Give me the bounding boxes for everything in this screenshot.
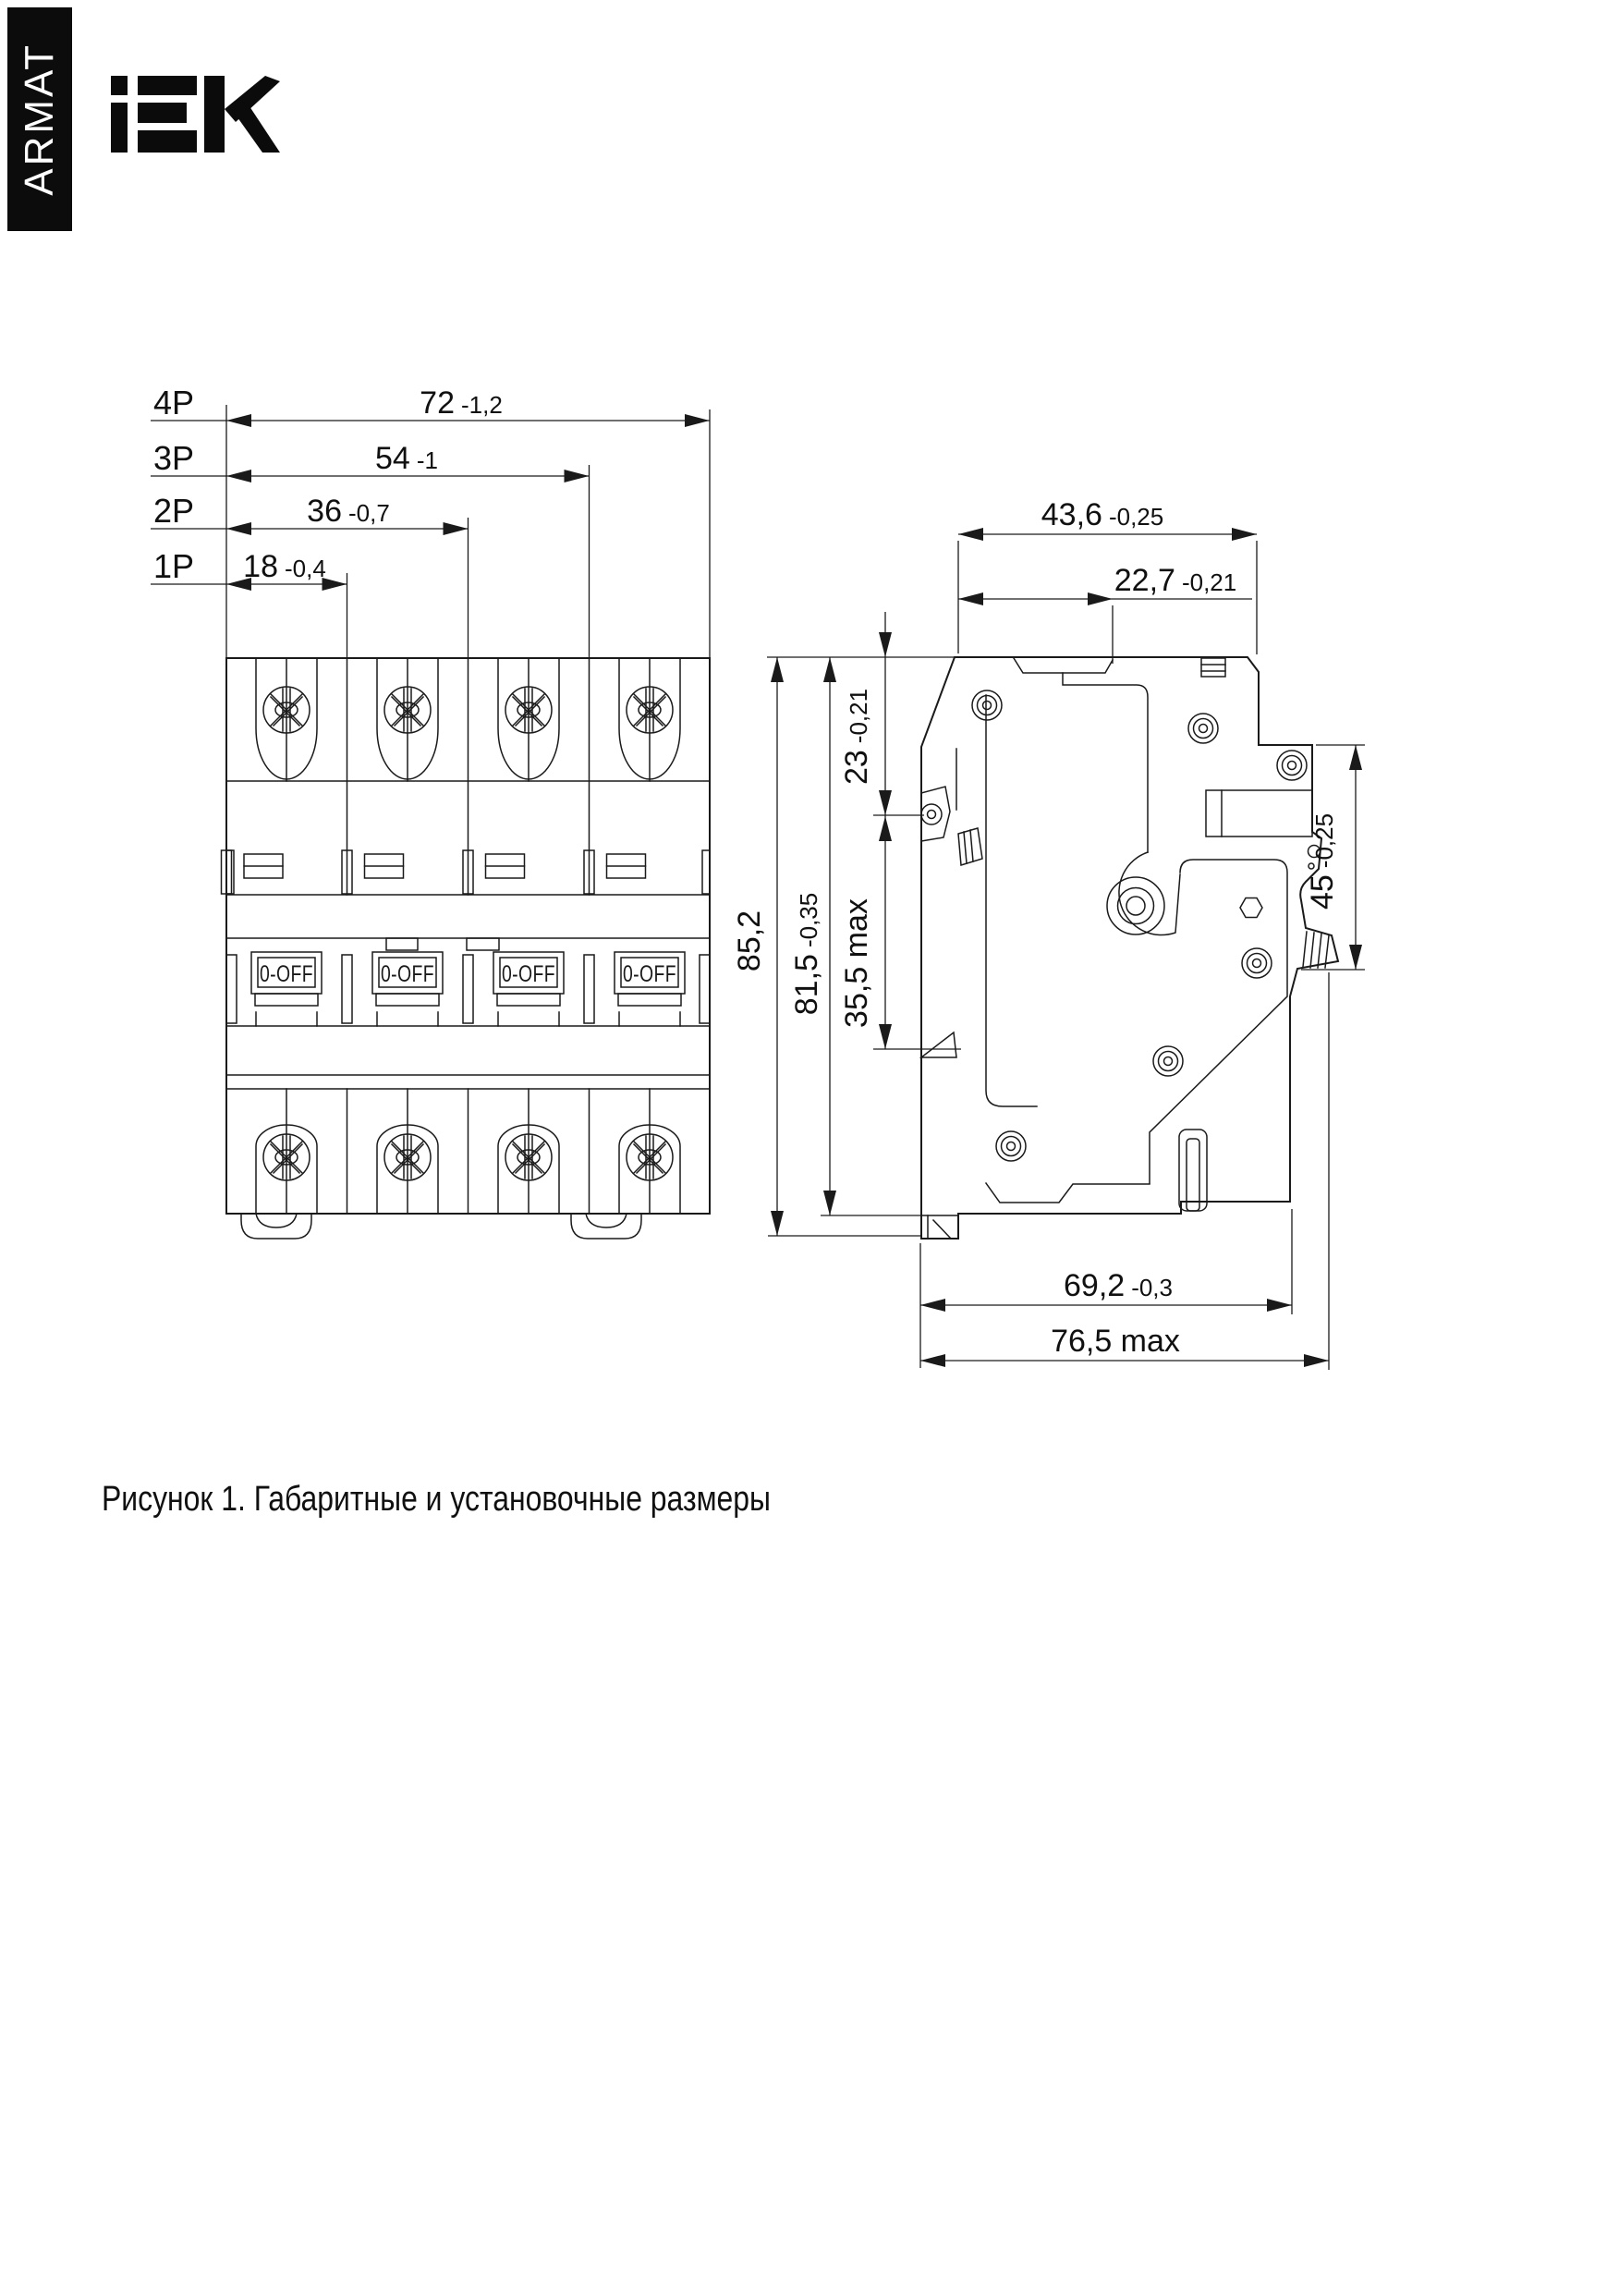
dim-recess-depth bbox=[958, 563, 1252, 664]
svg-text:81,5-0,35 bbox=[789, 893, 824, 1015]
svg-text:36-0,7 bbox=[307, 494, 390, 529]
dim-handle-depth-value: 35,5 max bbox=[839, 898, 874, 1028]
upper-tie-bar bbox=[226, 895, 710, 950]
side-view-body bbox=[921, 657, 1338, 1239]
svg-text:18-0,4 bbox=[243, 549, 326, 584]
front-view bbox=[151, 384, 710, 1239]
dim-3p-tolerance: -1 bbox=[416, 446, 438, 474]
front-view-body bbox=[222, 658, 711, 1239]
handle-label-2: 0-OFF bbox=[381, 961, 434, 987]
lower-tie-bar bbox=[226, 1026, 710, 1075]
svg-text:54-1 bbox=[375, 441, 438, 476]
armat-series-label: ARMAT bbox=[17, 43, 62, 196]
dim-2p bbox=[151, 492, 469, 535]
dim-4p-poles: 4P bbox=[153, 384, 195, 421]
dim-2p-value: 36 bbox=[307, 494, 343, 529]
dim-recess-depth-tolerance: -0,21 bbox=[1181, 568, 1237, 596]
dim-top-height-value: 23 bbox=[839, 750, 874, 786]
dim-body-height-value: 81,5 bbox=[789, 954, 824, 1016]
dim-3p bbox=[151, 439, 590, 482]
din-clip-foot bbox=[921, 1215, 958, 1239]
svg-text:45-0,25 bbox=[1305, 813, 1340, 910]
front-view-dimensions bbox=[151, 384, 710, 658]
dim-front-height bbox=[1301, 745, 1365, 970]
svg-text:23-0,21 bbox=[839, 689, 874, 785]
dim-1p-value: 18 bbox=[243, 549, 279, 584]
dim-2p-poles: 2P bbox=[153, 492, 195, 530]
dim-1p-poles: 1P bbox=[153, 547, 195, 585]
dim-top-height bbox=[839, 612, 961, 1049]
dim-1p bbox=[151, 547, 347, 591]
svg-text:43,6-0,25 bbox=[1041, 497, 1163, 532]
dim-front-height-value: 45 bbox=[1305, 874, 1340, 910]
din-lock-tab bbox=[1303, 932, 1329, 968]
side-view bbox=[732, 497, 1365, 1370]
dim-overall-height-value: 85,2 bbox=[732, 910, 767, 972]
dim-mounting-depth-value: 69,2 bbox=[1064, 1268, 1126, 1303]
dim-body-height-tolerance: -0,35 bbox=[795, 892, 822, 948]
dim-depth-top-tolerance: -0,25 bbox=[1108, 503, 1164, 531]
side-view-dimensions bbox=[732, 497, 1365, 1370]
din-rail-clips bbox=[241, 1214, 641, 1239]
dim-depth-top-value: 43,6 bbox=[1041, 497, 1102, 532]
dim-4p-value: 72 bbox=[420, 385, 456, 421]
figure-caption: Рисунок 1. Габаритные и установочные размеры bbox=[102, 1480, 771, 1519]
dim-1p-tolerance: -0,4 bbox=[285, 555, 326, 582]
svg-text:72-1,2 bbox=[420, 385, 503, 421]
toggle-handles bbox=[226, 952, 710, 1026]
handle-label-3: 0-OFF bbox=[502, 961, 555, 987]
dim-4p bbox=[151, 384, 710, 427]
rivet-icons bbox=[972, 690, 1307, 1161]
busbar-brackets bbox=[222, 850, 711, 894]
dim-3p-poles: 3P bbox=[153, 439, 195, 477]
dim-4p-tolerance: -1,2 bbox=[461, 391, 503, 419]
dim-2p-tolerance: -0,7 bbox=[348, 499, 390, 527]
svg-text:22,7-0,21 bbox=[1114, 563, 1236, 598]
dim-front-height-tolerance: -0,25 bbox=[1310, 812, 1338, 869]
dim-3p-value: 54 bbox=[375, 441, 410, 476]
handle-label-4: 0-OFF bbox=[623, 961, 676, 987]
dim-mounting-depth-tolerance: -0,3 bbox=[1131, 1274, 1173, 1301]
dim-top-height-tolerance: -0,21 bbox=[845, 688, 872, 744]
svg-text:69,2-0,3 bbox=[1064, 1268, 1173, 1303]
dim-recess-depth-value: 22,7 bbox=[1114, 563, 1175, 598]
din-release-tab bbox=[921, 1032, 956, 1057]
handle-label-1: 0-OFF bbox=[260, 961, 313, 987]
dim-max-depth-value: 76,5 max bbox=[1051, 1324, 1180, 1359]
